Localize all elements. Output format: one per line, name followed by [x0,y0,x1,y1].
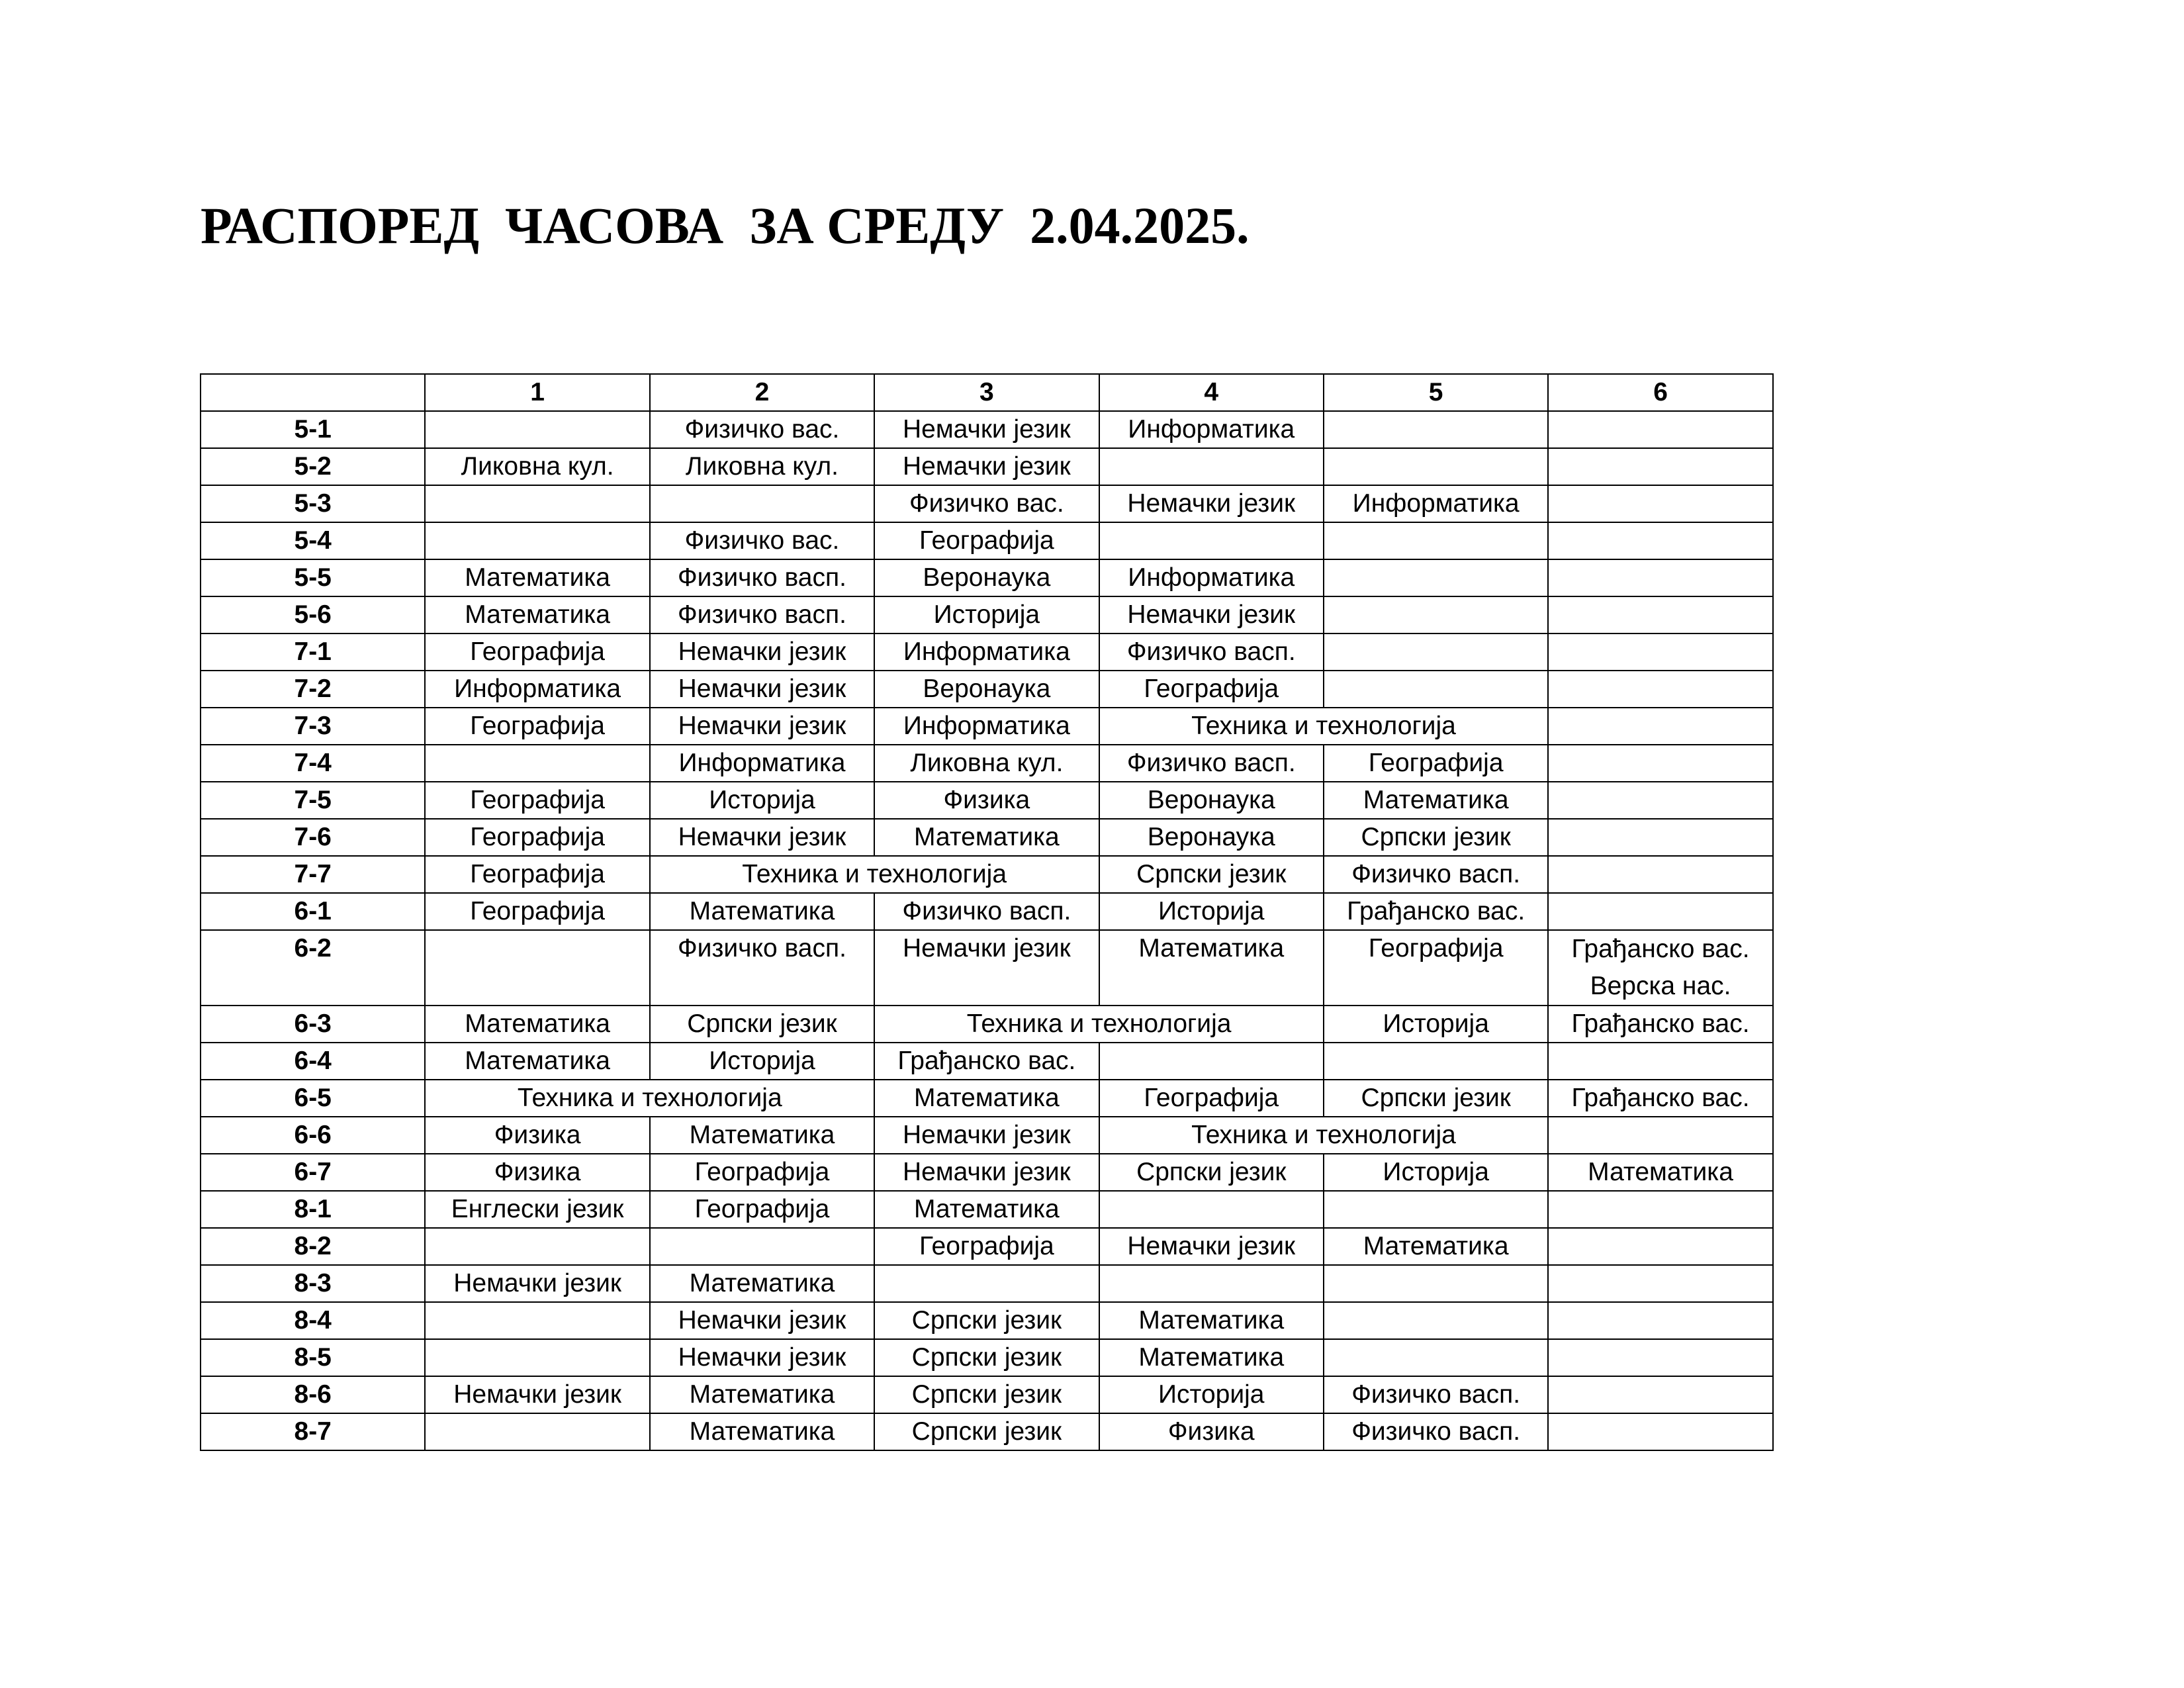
table-cell: Математика [1099,1339,1324,1376]
table-cell [1548,893,1772,930]
table-cell: Математика [650,1413,874,1450]
table-row [201,893,1773,930]
table-row [201,856,1773,893]
table-cell: Физика [1099,1413,1324,1450]
table-cell: Математика [1099,1302,1324,1339]
table-cell [1548,448,1772,485]
table-cell: Грађанско вас. [1548,1006,1772,1043]
column-header: 5 [1324,374,1548,411]
table-cell [1548,782,1772,819]
table-cell: Математика [650,1265,874,1302]
table-cell: Техника и технологија [1099,1117,1549,1154]
table-cell: Математика [874,819,1099,856]
table-cell: Физичко вас. [650,522,874,559]
table-cell: Немачки језик [650,708,874,745]
table-row [201,745,1773,782]
table-cell [1548,1302,1772,1339]
cell-line: Верска нас. [1590,972,1731,1000]
table-cell: Географија [425,893,649,930]
table-cell: Ликовна кул. [874,745,1099,782]
table-cell: Географија [425,856,649,893]
table-row [201,448,1773,485]
table-cell: Географија [650,1154,874,1191]
table-cell [1324,671,1548,708]
table-cell: Ликовна кул. [650,448,874,485]
table-cell: Математика [1324,1228,1548,1265]
table-cell [425,485,649,522]
table-cell [425,411,649,448]
table-row [201,1043,1773,1080]
table-cell [1548,1043,1772,1080]
table-cell [1324,1302,1548,1339]
table-cell-multiline [1548,930,1772,1006]
table-cell [1548,1413,1772,1450]
table-cell: Ликовна кул. [425,448,649,485]
table-row [201,411,1773,448]
table-cell: Немачки језик [650,1339,874,1376]
table-cell: Географија [874,1228,1099,1265]
table-cell [425,1413,649,1450]
row-label: 5-6 [201,596,425,633]
table-cell [1548,633,1772,671]
table-cell: Физичко васп. [650,596,874,633]
page-title: РАСПОРЕД ЧАСОВА ЗА СРЕДУ 2.04.2025. [201,197,1250,254]
table-cell [650,1228,874,1265]
table-cell [425,1228,649,1265]
table-cell [1548,1191,1772,1228]
table-cell [1324,596,1548,633]
table-cell: Географија [1099,1080,1324,1117]
table-cell: Физичко васп. [1099,745,1324,782]
row-label: 6-6 [201,1117,425,1154]
table-cell: Географија [425,708,649,745]
table-cell: Математика [650,893,874,930]
table-cell: Математика [650,1117,874,1154]
table-cell: Физичко васп. [1324,856,1548,893]
table-cell: Математика [1099,930,1324,1006]
table-cell [1548,671,1772,708]
table-row [201,522,1773,559]
table-cell [1324,1339,1548,1376]
table-cell [1099,1265,1324,1302]
table-cell: Српски језик [1099,1154,1324,1191]
table-cell: Српски језик [874,1376,1099,1413]
table-row [201,1191,1773,1228]
table-cell [1548,559,1772,596]
table-cell: Историја [1324,1154,1548,1191]
table-cell: Српски језик [1324,1080,1548,1117]
table-cell: Немачки језик [874,1117,1099,1154]
cell-line: Грађанско вас. [1571,935,1750,963]
table-cell [425,1339,649,1376]
table-cell [425,522,649,559]
table-cell: Географија [1324,745,1548,782]
table-cell: Веронаука [874,559,1099,596]
table-cell: Техника и технологија [650,856,1099,893]
table-row [201,559,1773,596]
table-cell: Физичко васп. [650,930,874,1006]
table-cell: Српски језик [1324,819,1548,856]
table-cell: Српски језик [874,1339,1099,1376]
table-row [201,1228,1773,1265]
table-cell: Информатика [650,745,874,782]
row-label: 8-4 [201,1302,425,1339]
row-label: 5-1 [201,411,425,448]
table-cell [1548,411,1772,448]
table-cell: Веронаука [1099,819,1324,856]
row-label: 5-2 [201,448,425,485]
table-row [201,1154,1773,1191]
table-cell: Историја [650,782,874,819]
table-cell [425,930,649,1006]
table-row [201,671,1773,708]
table-cell [1324,1043,1548,1080]
table-cell [1548,1339,1772,1376]
row-label: 8-5 [201,1339,425,1376]
table-cell [1548,1265,1772,1302]
row-label: 6-7 [201,1154,425,1191]
table-cell [1548,819,1772,856]
table-cell: Немачки језик [1099,485,1324,522]
table-cell: Историја [1099,1376,1324,1413]
row-label: 6-5 [201,1080,425,1117]
row-label: 8-7 [201,1413,425,1450]
table-cell: Информатика [874,708,1099,745]
row-label: 5-3 [201,485,425,522]
table-cell: Српски језик [874,1302,1099,1339]
table-row [201,1265,1773,1302]
table-cell [1548,1228,1772,1265]
table-cell [1548,856,1772,893]
table-cell [1548,1117,1772,1154]
table-row [201,485,1773,522]
table-cell [1548,1376,1772,1413]
table-cell: Енглески језик [425,1191,649,1228]
table-cell [1324,633,1548,671]
table-cell: Физика [425,1117,649,1154]
table-cell: Немачки језик [425,1376,649,1413]
table-cell: Математика [650,1376,874,1413]
table-cell: Математика [1324,782,1548,819]
row-label: 7-6 [201,819,425,856]
table-cell: Физичко васп. [650,559,874,596]
table-cell: Немачки језик [874,930,1099,1006]
table-cell: Историја [1324,1006,1548,1043]
row-label: 6-2 [201,930,425,1006]
table-cell: Географија [1099,671,1324,708]
table-cell: Математика [874,1080,1099,1117]
table-row [201,819,1773,856]
table-cell: Немачки језик [874,448,1099,485]
table-cell [1324,1265,1548,1302]
table-cell: Географија [425,782,649,819]
table-cell: Физика [425,1154,649,1191]
table-cell: Математика [425,596,649,633]
table-cell: Грађанско вас. [874,1043,1099,1080]
table-cell: Математика [425,1006,649,1043]
row-label: 7-1 [201,633,425,671]
row-label: 5-4 [201,522,425,559]
table-cell [1324,448,1548,485]
table-cell [650,485,874,522]
table-cell: Географија [425,819,649,856]
table-cell: Историја [650,1043,874,1080]
row-label: 8-6 [201,1376,425,1413]
table-cell: Немачки језик [650,671,874,708]
table-cell: Физичко васп. [1099,633,1324,671]
table-cell: Физичко вас. [650,411,874,448]
table-cell: Српски језик [874,1413,1099,1450]
table-row [201,930,1773,1006]
table-cell: Географија [650,1191,874,1228]
table-cell: Историја [874,596,1099,633]
table-cell [1548,745,1772,782]
table-row [201,1302,1773,1339]
table-cell: Историја [1099,893,1324,930]
table-cell [1324,559,1548,596]
table-cell: Српски језик [1099,856,1324,893]
table-cell [1548,596,1772,633]
table-cell: Информатика [425,671,649,708]
table-cell: Математика [425,1043,649,1080]
table-cell: Грађанско вас. [1324,893,1548,930]
table-row [201,708,1773,745]
table-cell [1099,448,1324,485]
row-label: 6-1 [201,893,425,930]
column-header: 1 [425,374,649,411]
table-cell: Географија [1324,930,1548,1006]
table-cell: Информатика [874,633,1099,671]
row-label: 6-3 [201,1006,425,1043]
table-cell: Физичко васп. [1324,1413,1548,1450]
table-cell [425,1302,649,1339]
row-label: 7-4 [201,745,425,782]
table-cell: Немачки језик [425,1265,649,1302]
row-label: 8-3 [201,1265,425,1302]
table-cell [1324,411,1548,448]
table-cell: Немачки језик [1099,596,1324,633]
table-cell [1099,1191,1324,1228]
table-row [201,1376,1773,1413]
table-row [201,1006,1773,1043]
table-cell: Географија [425,633,649,671]
table-row [201,1339,1773,1376]
row-label: 7-5 [201,782,425,819]
table-cell [425,745,649,782]
table-cell: Физичко вас. [874,485,1099,522]
row-label: 7-2 [201,671,425,708]
table-cell: Немачки језик [650,819,874,856]
table-row [201,1080,1773,1117]
row-label: 5-5 [201,559,425,596]
table-cell: Физичко васп. [1324,1376,1548,1413]
row-label: 7-3 [201,708,425,745]
table-row [201,1117,1773,1154]
table-cell: Информатика [1099,411,1324,448]
table-cell [1099,1043,1324,1080]
column-header: 4 [1099,374,1324,411]
table-cell: Грађанско вас. [1548,1080,1772,1117]
table-cell: Математика [874,1191,1099,1228]
schedule-table [200,373,1774,1451]
table-header-row [201,374,1773,411]
row-label: 7-7 [201,856,425,893]
table-cell: Немачки језик [650,1302,874,1339]
table-cell: Физика [874,782,1099,819]
column-header: 6 [1548,374,1772,411]
table-row [201,1413,1773,1450]
table-row [201,633,1773,671]
table-cell [1548,485,1772,522]
table-cell [1548,708,1772,745]
row-label: 8-2 [201,1228,425,1265]
column-header: 2 [650,374,874,411]
table-cell: Техника и технологија [425,1080,874,1117]
table-cell: Математика [425,559,649,596]
table-row [201,596,1773,633]
header-corner-cell [201,374,425,411]
table-cell [874,1265,1099,1302]
table-cell: Математика [1548,1154,1772,1191]
table-cell [1324,522,1548,559]
row-label: 6-4 [201,1043,425,1080]
row-label: 8-1 [201,1191,425,1228]
table-cell [1099,522,1324,559]
table-cell: Информатика [1324,485,1548,522]
table-cell: Немачки језик [874,1154,1099,1191]
table-cell: Информатика [1099,559,1324,596]
table-cell: Немачки језик [1099,1228,1324,1265]
table-cell: Немачки језик [874,411,1099,448]
table-cell: Веронаука [874,671,1099,708]
table-row [201,782,1773,819]
table-cell: Физичко васп. [874,893,1099,930]
table-cell: Веронаука [1099,782,1324,819]
table-cell: Немачки језик [650,633,874,671]
table-cell [1324,1191,1548,1228]
table-cell: Географија [874,522,1099,559]
table-cell: Српски језик [650,1006,874,1043]
table-cell: Техника и технологија [1099,708,1549,745]
table-cell [1548,522,1772,559]
table-cell: Техника и технологија [874,1006,1324,1043]
column-header: 3 [874,374,1099,411]
